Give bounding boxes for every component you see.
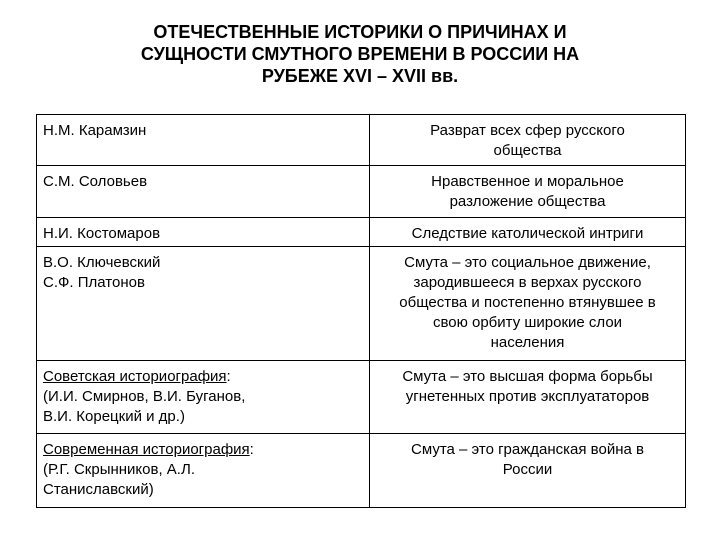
table-row: [37, 361, 686, 434]
historiography-heading-word: Современная историография: [43, 441, 250, 458]
view-cell: [370, 434, 686, 508]
title-line: СУЩНОСТИ СМУТНОГО ВРЕМЕНИ В РОССИИ НА: [140, 44, 580, 64]
view-text: зародившееся в верхах русского: [413, 274, 642, 291]
table-row: [37, 434, 686, 508]
table-row: [37, 166, 686, 218]
heading-colon: :: [249, 441, 254, 458]
heading-colon: :: [226, 368, 231, 385]
historian-name: Станиславский): [43, 481, 154, 498]
view-cell: [370, 218, 686, 247]
historiography-heading: [43, 367, 363, 387]
historian-cell: [37, 218, 370, 247]
historians-table: [36, 114, 686, 508]
historian-name: (И.И. Смирнов, В.И. Буганов,: [43, 388, 246, 405]
view-text: России: [502, 461, 553, 478]
table-row: [37, 247, 686, 361]
historian-cell: [37, 247, 370, 361]
view-cell: [370, 247, 686, 361]
historian-name: (Р.Г. Скрынников, А.Л.: [43, 461, 195, 478]
historian-cell: [37, 115, 370, 166]
view-text: Смута – это высшая форма борьбы: [402, 368, 653, 385]
view-text: общества и постепенно втянувшее в: [399, 294, 656, 311]
page-title: [80, 21, 640, 87]
view-cell: [370, 115, 686, 166]
view-cell: [370, 361, 686, 434]
historian-name: В.И. Корецкий и др.): [43, 408, 185, 425]
view-text: Следствие католической интриги: [411, 225, 644, 242]
table-row: [37, 218, 686, 247]
view-text: общества: [493, 142, 562, 159]
historian-name: Н.И. Костомаров: [43, 225, 161, 242]
view-text: населения: [490, 334, 565, 351]
title-line: РУБЕЖЕ XVI – XVII вв.: [261, 66, 459, 86]
historian-name: С.Ф. Платонов: [43, 274, 145, 291]
view-text: Смута – это гражданская война в: [411, 441, 644, 458]
historiography-heading-word: Советская историография: [43, 368, 227, 385]
view-cell: [370, 166, 686, 218]
view-text: Разврат всех сфер русского: [430, 122, 625, 139]
historian-cell: [37, 166, 370, 218]
view-text: разложение общества: [449, 193, 606, 210]
view-text: Смута – это социальное движение,: [404, 254, 651, 271]
table-row: [37, 115, 686, 166]
title-line: ОТЕЧЕСТВЕННЫЕ ИСТОРИКИ О ПРИЧИНАХ И: [153, 22, 567, 42]
view-text: Нравственное и моральное: [431, 173, 624, 190]
historian-name: Н.М. Карамзин: [43, 122, 147, 139]
view-text: угнетенных против эксплуататоров: [405, 388, 650, 405]
historian-cell: [37, 361, 370, 434]
view-text: свою орбиту широкие слои: [432, 314, 623, 331]
historiography-heading: [43, 440, 363, 460]
historian-name: С.М. Соловьев: [43, 173, 148, 190]
historian-cell: [37, 434, 370, 508]
historian-name: В.О. Ключевский: [43, 254, 161, 271]
